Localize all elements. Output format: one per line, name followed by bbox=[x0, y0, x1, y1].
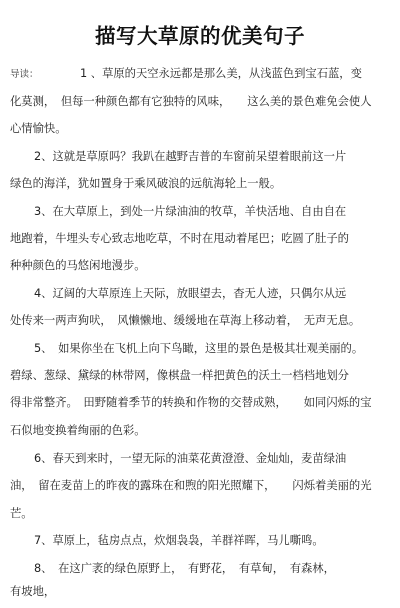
paragraph-line: 7、草原上，毡房点点，炊烟袅袅，羊群祥晖，马儿嘶鸣。 bbox=[34, 534, 324, 547]
paragraph-line: 1 、草原的天空永远都是那么美，从浅蓝色到宝石蓝，变 bbox=[80, 67, 362, 80]
paragraph-line: 4、辽阔的大草原连上天际，放眼望去，杳无人迹，只偶尔从远 bbox=[34, 287, 347, 300]
lead-label: 导读： bbox=[10, 69, 39, 80]
paragraph-line: 种种颜色的马悠闲地漫步。 bbox=[10, 259, 146, 272]
paragraph-line: 油， 留在麦苗上的昨夜的露珠在和煦的阳光照耀下， 闪烁着美丽的光 bbox=[10, 479, 372, 492]
paragraph-line: 8、 在这广袤的绿色原野上， 有野花， 有草甸， 有森林， bbox=[34, 562, 335, 575]
paragraph-line: 2、这就是草原吗？我趴在越野吉普的车窗前呆望着眼前这一片 bbox=[34, 150, 347, 163]
paragraph-line: 石似地变换着绚丽的色彩。 bbox=[10, 424, 146, 437]
paragraph-line: 处传来一两声狗吠， 风懒懒地、缓缓地在草海上移动着， 无声无息。 bbox=[10, 314, 361, 327]
paragraph-line: 心情愉快。 bbox=[10, 122, 67, 135]
paragraph-line: 地跑着，牛埋头专心致志地吃草，不时在甩动着尾巴；吃圆了肚子的 bbox=[10, 232, 349, 245]
paragraph-line: 有坡地， bbox=[10, 585, 56, 598]
paragraph-line: 6、春天到来时，一望无际的油菜花黄澄澄、金灿灿，麦苗绿油 bbox=[34, 452, 347, 465]
paragraph-line: 5、 如果你坐在飞机上向下鸟瞰，这里的景色是极其壮观美丽的。 bbox=[34, 342, 364, 355]
paragraph-line: 碧绿、葱绿、黛绿的林带网，像棋盘一样把黄色的沃土一档档地划分 bbox=[10, 369, 349, 382]
paragraph-line: 绿色的海洋，犹如置身于乘风破浪的远航海轮上一般。 bbox=[10, 177, 282, 190]
paragraph-line: 得非常整齐。 田野随着季节的转换和作物的交替成熟， 如同闪烁的宝 bbox=[10, 396, 372, 409]
document-title: 描写大草原的优美句子 bbox=[95, 24, 305, 48]
paragraph-line: 化莫测， 但每一种颜色都有它独特的风味， 这么美的景色难免会使人 bbox=[10, 95, 372, 108]
paragraph-line: 3、在大草原上，到处一片绿油油的牧草，羊快活地、自由自在 bbox=[34, 205, 347, 218]
paragraph-line: 芒。 bbox=[10, 507, 33, 520]
